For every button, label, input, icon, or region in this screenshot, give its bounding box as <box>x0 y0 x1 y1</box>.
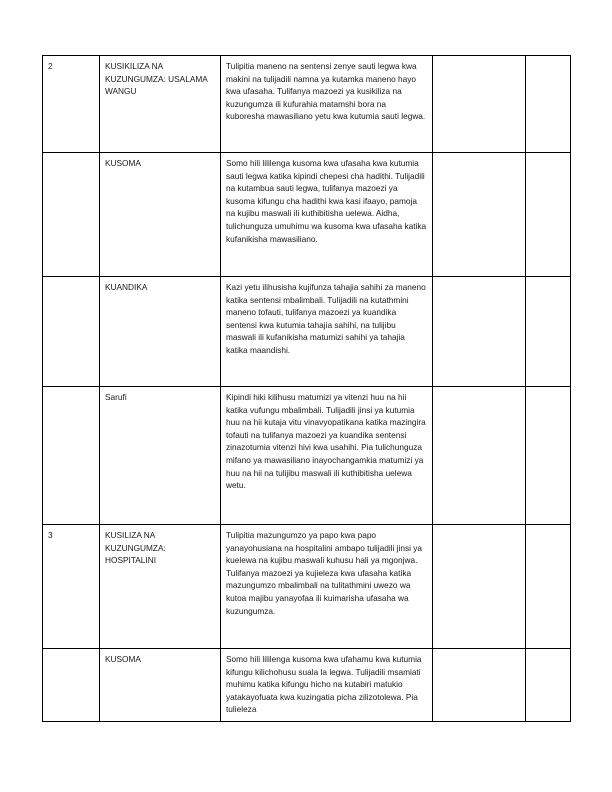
topic-cell: KUSOMA <box>100 649 221 722</box>
empty-cell <box>433 56 526 153</box>
week-number-cell <box>43 387 100 525</box>
empty-cell <box>433 387 526 525</box>
empty-cell <box>526 649 571 722</box>
description-cell: Tulipitia mazungumzo ya papo kwa papo yanayohusiana na hospitalini ambapo tulijadili jinsi ya kuelewa na kujibu maswali kuhusu hali ya mgonjwa. Tulifanya mazoezi ya kujieleza kwa ufasaha katika mazungumzo mbalimbali na tulitathmini uwezo wa kutoa majibu yanayofaa ili kuimarisha ufasaha wa kuzungumza. <box>221 525 433 649</box>
table-row <box>43 56 571 153</box>
table-row <box>43 277 571 387</box>
empty-cell <box>526 56 571 153</box>
table-row <box>43 153 571 277</box>
topic-cell: KUSIKILIZA NA KUZUNGUMZA: USALAMA WANGU <box>100 56 221 153</box>
empty-cell <box>433 649 526 722</box>
table-row <box>43 525 571 649</box>
week-number-cell <box>43 153 100 277</box>
week-number-cell: 3 <box>43 525 100 649</box>
description-cell: Somo hili lililenga kusoma kwa ufahamu kwa kutumia kifungu kilichohusu suala la legwa. Tulijadili msamiati muhimu katika kifungu hicho na kutabiri matukio yatakayofuata kwa kuzingatia picha zilizotolewa. Pia tulieleza <box>221 649 433 722</box>
table-row <box>43 387 571 525</box>
empty-cell <box>433 153 526 277</box>
topic-cell: KUSILIZA NA KUZUNGUMZA: HOSPITALINI <box>100 525 221 649</box>
empty-cell <box>433 277 526 387</box>
empty-cell <box>433 525 526 649</box>
table-row <box>43 649 571 722</box>
empty-cell <box>526 277 571 387</box>
empty-cell <box>526 387 571 525</box>
empty-cell <box>526 153 571 277</box>
topic-cell: Sarufi <box>100 387 221 525</box>
empty-cell <box>526 525 571 649</box>
description-cell: Somo hili lililenga kusoma kwa ufasaha kwa kutumia sauti legwa katika kipindi chepesi cha hadithi. Tulijadili na kutambua sauti legwa, tulifanya mazoezi ya kusoma kifungu cha hadithi kwa kasi ifaayo, pamoja na kujibu maswali ili kuthibitisha uelewa. Aidha, tulichunguza umuhimu wa kusoma kwa ufasaha katika kufanikisha mawasiliano. <box>221 153 433 277</box>
description-cell: Tulipitia maneno na sentensi zenye sauti legwa kwa makini na tulijadili namna ya kutamka maneno hayo kwa ufasaha. Tulifanya mazoezi ya kusikiliza na kuzungumza ili kufurahia matamshi bora na kuboresha mawasiliano yetu kwa kutumia sauti legwa. <box>221 56 433 153</box>
lesson-plan-table <box>42 55 571 722</box>
description-cell: Kipindi hiki kilihusu matumizi ya vitenzi huu na hii katika vufungu mbalimbali. Tulijadili jinsi ya kutumia huu na hii kutaja vitu vinavyopatikana katika mazingira tofauti na tulifanya mazoezi ya kuandika sentensi zinazotumia vitenzi hivi kwa usahihi. Pia tulichunguza mifano ya mawasiliano inayochangamkia matumizi ya huu na hii na tulijibu maswali ili kuthibitisha uelewa wetu. <box>221 387 433 525</box>
topic-cell: KUANDIKA <box>100 277 221 387</box>
week-number-cell <box>43 277 100 387</box>
week-number-cell: 2 <box>43 56 100 153</box>
week-number-cell <box>43 649 100 722</box>
topic-cell: KUSOMA <box>100 153 221 277</box>
description-cell: Kazi yetu ilihusisha kujifunza tahajia sahihi za maneno katika sentensi mbalimbali. Tulijadili na kutathmini maneno tofauti, tulifanya mazoezi ya kuandika sentensi kwa kutumia tahajia sahihi, na tulijibu maswali ili kufanikisha matumizi sahihi ya tahajia katika maandishi. <box>221 277 433 387</box>
